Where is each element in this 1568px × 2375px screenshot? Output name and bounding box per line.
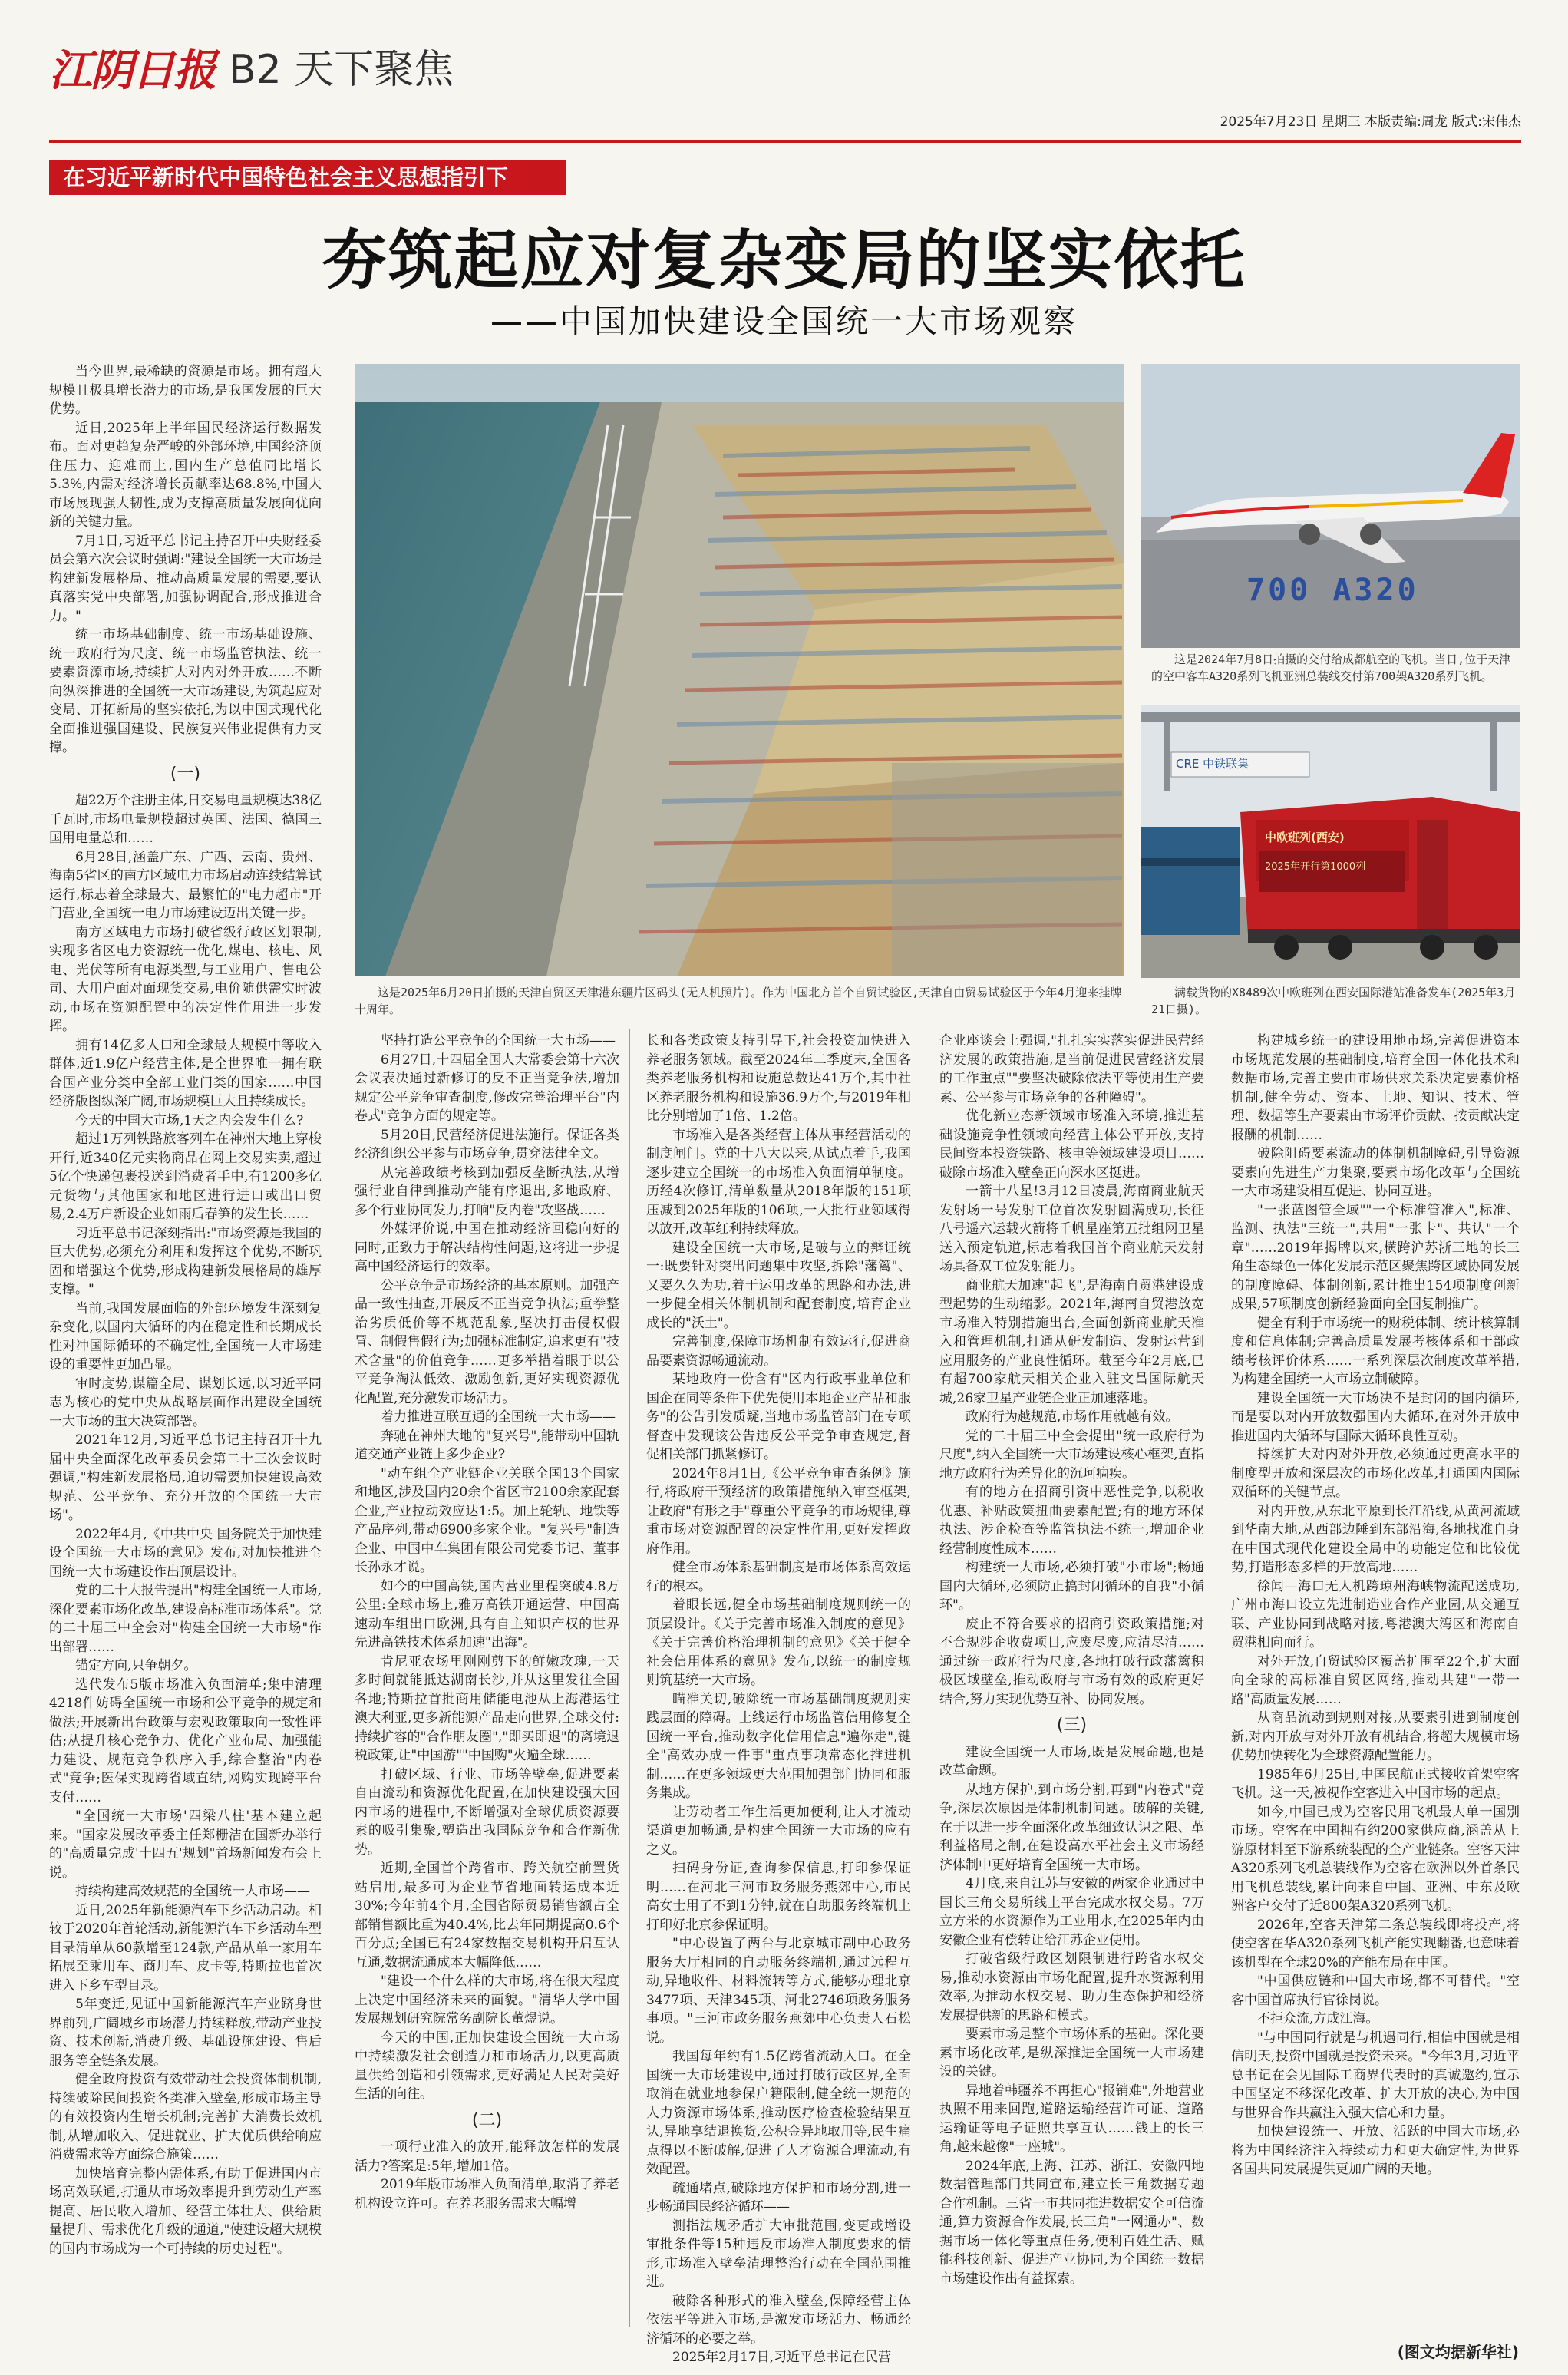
paragraph: 某地政府一份含有"区内行政事业单位和国企在同等条件下优先使用本地企业产品和服务"的公告引发质疑,当地市场监管部门在专项督查中发现该公告违反公平竞争审查规定,督促相关部门抓紧修订。: [646, 1372, 911, 1462]
photo-credit: (图文均据新华社): [1397, 2343, 1519, 2361]
article-column-4: [939, 1032, 1204, 2329]
column-1-intro: [49, 362, 322, 758]
paragraph: 废止不符合要求的招商引资政策措施;对不合规涉企收费项目,应废尽废,应清尽清……通过统一政府行为尺度,各地打破行政藩篱积极区域壁垒,推动政府与市场有效的政府更好结合,努力实现优势互补、协同发展。: [939, 1616, 1204, 1707]
section-number-2: (二): [471, 2110, 503, 2130]
section-number-1: (一): [170, 764, 201, 784]
paragraph: 习近平总书记深刻指出:"市场资源是我国的巨大优势,必须充分利用和发挥这个优势,不断巩固和增强这个优势,形成构建新发展格局的雄厚支撑。": [49, 1225, 322, 1297]
paragraph: 近日,2025年新能源汽车下乡活动启动。相较于2020年首轮活动,新能源汽车下乡活动车型目录清单从60款增至124款,产品从单一家用车拓展至乘用车、商用车、皮卡等,特斯拉也首次进入下乡车型目录。: [49, 1902, 322, 1993]
topic-banner: 在习近平新时代中国特色社会主义思想指引下: [49, 160, 566, 195]
paragraph: 健全政府投资有效带动社会投资体制机制,持续破除民间投资各类准入壁垒,形成市场主导的有效投资内生增长机制;完善扩大消费长效机制,从增加收入、促进就业、扩大优质供给响应消费需求等方面综合施策……: [49, 2072, 322, 2162]
paragraph: 6月28日,涵盖广东、广西、云南、贵州、海南5省区的南方区域电力市场启动连续结算试运行,标志着全球最大、最繁忙的"电力超市"开门营业,全国统一电力市场建设迈出关键一步。: [49, 849, 322, 921]
paragraph: 2024年底,上海、江苏、浙江、安徽四地数据管理部门共同宣布,建立长三角数据专题合作机制。三省一市共同推进数据安全可信流通,算力资源合作发展,长三角"一网通办"、数据市场一体化等重点任务,便利百姓生活、赋能科技创新、促进产业协同,为全国统一数据市场建设作出有益探索。: [939, 2158, 1204, 2287]
paragraph: 5年变迁,见证中国新能源汽车产业跻身世界前列,广阔城乡市场潜力持续释放,带动产业投资、技术创新,消费升级、基础设施建设、售后服务等全链条发展。: [49, 1997, 322, 2069]
paragraph: 审时度势,谋篇全局、谋划长远,以习近平同志为核心的党中央从战略层面作出建设全国统一大市场的重大决策部署。: [49, 1376, 322, 1429]
masthead-rule: [49, 140, 1521, 143]
paragraph: 构建城乡统一的建设用地市场,完善促进资本市场规范发展的基础制度,培育全国一体化技术和数据市场,完善主要由市场供求关系决定要素价格机制,健全劳动、资本、土地、知识、技术、管理、数据等生产要素由市场评价贡献、按贡献决定报酬的机制……: [1231, 1033, 1520, 1143]
article-column-5: [1231, 1032, 1520, 2337]
train-photo: [1141, 705, 1520, 978]
paragraph: 2021年12月,习近平总书记主持召开十九届中央全面深化改革委员会第二十三次会议时强调,"构建新发展格局,迫切需要加快建设高效规范、公平竞争、充分开放的全国统一大市场"。: [49, 1432, 322, 1523]
paragraph: 2024年8月1日,《公平竞争审查条例》施行,将政府干预经济的政策措施纳入审查框架,让政府"有形之手"尊重公平竞争的市场规律,尊重市场对资源配置的决定性作用,更好发挥政府作用。: [646, 1465, 911, 1557]
column-1-body: [49, 791, 322, 2258]
subheadline: ——中国加快建设全国统一大市场观察: [490, 302, 1078, 340]
paragraph: 疏通堵点,破除地方保护和市场分割,进一步畅通国民经济循环——: [646, 2180, 911, 2215]
column-divider: [629, 1029, 630, 2327]
paragraph: 健全有利于市场统一的财税体制、统计核算制度和信息体制;完善高质量发展考核体系和干部政绩考核评价体系……一系列深层次制度改革举措,为构建全国统一大市场立制破障。: [1231, 1315, 1520, 1387]
paragraph: 今天的中国大市场,1天之内会发生什么?: [75, 1112, 304, 1128]
paragraph: 近日,2025年上半年国民经济运行数据发布。面对更趋复杂严峻的外部环境,中国经济顶住压力、迎难而上,国内生产总值同比增长5.3%,内需对经济增长贡献率达68.8%,中国大市场展现强大韧性,成为支撑高质量发展向优向新的关键力量。: [49, 420, 322, 530]
article-column-3: [646, 1032, 911, 2365]
article-column-2: [355, 1032, 619, 2329]
station-sign: CRE 中铁联集: [1176, 757, 1249, 771]
paragraph: "一张蓝图管全域""一个标准管准入",标准、监测、执法"三统一",共用"一张卡"、共认"一个章"……2019年揭牌以来,横跨沪苏浙三地的长三角生态绿色一体化发展示范区聚焦跨区域协同发展的制度障碍、体制创新,累计推出154项制度创新成果,57项制度创新经验面向全国复制推广。: [1231, 1202, 1520, 1312]
paragraph: 打破区域、行业、市场等壁垒,促进要素自由流动和资源优化配置,在加快建设强大国内市场的进程中,不断增强对全球优质资源要素的吸引集聚,塑造出我国际竞争和合作新优势。: [355, 1766, 619, 1858]
paragraph: 徐闻—海口无人机跨琼州海峡物流配送成功,广州市海口设立先进制造业合作产业园,从交通互联、产业协同到战略对接,粤港澳大湾区和海南自贸港相向而行。: [1231, 1578, 1520, 1650]
paragraph: "全国统一大市场'四梁八柱'基本建立起来。"国家发展改革委主任郑栅洁在国新办举行的"高质量完成'十四五'规划"首场新闻发布会上说。: [49, 1809, 322, 1881]
article-column-1: [49, 362, 322, 2327]
paragraph: 一箭十八星!3月12日凌晨,海南商业航天发射场一号发射工位首次发射圆满成功,长征八号遥六运载火箭将千帆星座第五批组网卫星送入预定轨道,标志着我国首个商业航天发射场具备双工位发射能力。: [939, 1184, 1204, 1274]
paragraph: 打破省级行政区划限制进行跨省水权交易,推动水资源由市场化配置,提升水资源利用效率,为推动水权交易、助力生态保护和经济发展提供新的思路和模式。: [939, 1951, 1204, 2023]
paragraph: 扫码身份证,查询参保信息,打印参保证明……在河北三河市政务服务燕郊中心,市民高女士用了不到1分钟,就在自助服务终端机上打印好北京参保证明。: [646, 1861, 911, 1933]
paragraph: 统一市场基础制度、统一市场基础设施、统一政府行为尺度、统一市场监管执法、统一要素资源市场,持续扩大对内对外开放……不断向纵深推进的全国统一大市场建设,为筑起应对变局、开拓新局的坚实依托,为以中国式现代化全面推进强国建设、民族复兴伟业提供有力支撑。: [49, 627, 322, 755]
paragraph: 党的二十大报告提出"构建全国统一大市场,深化要素市场化改革,建设高标准市场体系"。党的二十届三中全会对"构建全国统一大市场"作出部署……: [49, 1583, 322, 1655]
paragraph: 对外开放,自贸试验区覆盖扩围至22个,扩大面向全球的高标准自贸区网络,推动共建"一带一路"高质量发展……: [1231, 1653, 1520, 1707]
paragraph: "与中国同行就是与机遇同行,相信中国就是相信明天,投资中国就是投资未来。"今年3月,习近平总书记在会见国际工商界代表时的真诚邀约,宣示中国坚定不移深化改革、扩大开放的决心,为中国与世界合作共赢注入强大信心和力量。: [1231, 2030, 1520, 2121]
paragraph: 2026年,空客天津第二条总装线即将投产,将使空客在华A320系列飞机产能实现翻番,也意味着该机型在全球20%的产能布局在中国。: [1231, 1917, 1520, 1970]
paragraph: "建设一个什么样的大市场,将在很大程度上决定中国经济未来的面貌。"清华大学中国发展规划研究院常务副院长董煜说。: [355, 1974, 619, 2027]
masthead: [49, 34, 1521, 149]
plane-livery-text: 700 A320: [1246, 573, 1419, 608]
paragraph: 破除阻碍要素流动的体制机制障碍,引导资源要素向先进生产力集聚,要素市场化改革与全国统一大市场建设相互促进、协同互进。: [1231, 1146, 1520, 1199]
paragraph: 完善制度,保障市场机制有效运行,促进商品要素资源畅通流动。: [646, 1334, 911, 1369]
paragraph: 优化新业态新领域市场准入环境,推进基础设施竞争性领域向经营主体公平开放,支持民间资本投资铁路、核电等领域建设项目……破除市场准入壁垒正向深水区挺进。: [939, 1108, 1204, 1181]
plane-caption: 这是2024年7月8日拍摄的交付给成都航空的飞机。当日,位于天津的空中客车A320系列飞机亚洲总装线交付第700架A320系列飞机。: [1151, 652, 1511, 683]
train-board-title: 中欧班列(西安): [1265, 831, 1345, 844]
paragraph: 锚定方向,只争朝夕。: [75, 1658, 197, 1673]
paragraph: 一项行业准入的放开,能释放怎样的发展活力?答案是:5年,增加1倍。: [355, 2139, 619, 2174]
paragraph: 超22万个注册主体,日交易电量规模达38亿千瓦时,市场电量规模超过英国、法国、德国三国用电量总和……: [49, 793, 322, 846]
paragraph: 2022年4月,《中共中央 国务院关于加快建设全国统一大市场的意见》发布,对加快推进全国统一大市场建设作出顶层设计。: [49, 1526, 322, 1580]
paragraph: 党的二十届三中全会提出"统一政府行为尺度",纳入全国统一大市场建设核心框架,直指地方政府行为差异化的沉珂痼疾。: [939, 1428, 1204, 1481]
paragraph: 测指法规矛盾扩大审批范围,变更或增设审批条件等15种违反市场准入制度要求的情形,市场准入壁垒清理整治行动在全国范围推进。: [646, 2218, 911, 2290]
paragraph: 公平竞争是市场经济的基本原则。加强产品一致性抽查,开展反不正当竞争执法;重拳整治劣质低价等不规范乱象,坚决打击侵权假冒、制假售假行为;加强标准制定,追求更有"技术含量"的价值竞争……更多举措着眼于以公平竞争淘汰低效、激励创新,更好实现资源优化配置,充分激发市场活力。: [355, 1277, 619, 1406]
paragraph: 坚持打造公平竞争的全国统一大市场——: [381, 1033, 616, 1049]
paragraph: 2025年2月17日,习近平总书记在民营: [672, 2350, 892, 2365]
paragraph: 如今,中国已成为空客民用飞机最大单一国别市场。空客在中国拥有约200家供应商,涵盖从上游原材料至下游系统装配的全产业链条。空客天津A320系列飞机总装线作为空客在欧洲以外首条民用飞机总装线,累计向来自中国、亚洲、中东及欧洲客户交付了近800架A320系列飞机。: [1231, 1804, 1520, 1914]
paragraph: 不拒众流,方成江海。: [1257, 2011, 1379, 2027]
paragraph: 当前,我国发展面临的外部环境发生深刻复杂变化,以国内大循环的内在稳定性和长期成长性对冲国际循环的不确定性,全国统一大市场建设的重要性更加凸显。: [49, 1300, 322, 1372]
paragraph: 破除各种形式的准入壁垒,保障经营主体依法平等进入市场,是激发市场活力、畅通经济循环的必要之举。: [646, 2293, 911, 2347]
paragraph: 从完善政绩考核到加强反垄断执法,从增强行业自律到推动产能有序退出,多地政府、多个行业协同发力,打响"反内卷"攻坚战……: [355, 1164, 619, 1218]
issue-meta: 2025年7月23日 星期三 本版责编:周龙 版式:宋伟杰: [1220, 114, 1521, 130]
paragraph: 对内开放,从东北平原到长江沿线,从黄河流域到华南大地,从西部边陲到东部沿海,各地找准自身在中国式现代化建设全局中的功能定位和比较优势,打造形态多样的开放高地……: [1231, 1503, 1520, 1575]
paragraph: 今天的中国,正加快建设全国统一大市场中持续激发社会创造力和市场活力,以更高质量供给创造和引领需求,更好满足人民对美好生活的向往。: [355, 2030, 619, 2102]
paragraph: 健全市场体系基础制度是市场体系高效运行的根本。: [646, 1560, 911, 1594]
paragraph: 5月20日,民营经济促进法施行。保证各类经济组织公平参与市场竞争,贯穿法律全文。: [355, 1127, 619, 1161]
paragraph: 超过1万列铁路旅客列车在神州大地上穿梭开行,近340亿元实物商品在网上交易实卖,超过5亿个快递包裹投送到消费者手中,有1200多亿元货物与其他国家和地区进行进口或出口贸易,2.4万户新设企业如雨后春笋的发生长……: [49, 1131, 322, 1222]
paragraph: 企业座谈会上强调,"扎扎实实落实促进民营经济发展的政策措施,是当前促进民营经济发展的工作重点""要坚决破除依法平等使用生产要素、公平参与市场竞争的各种障碍"。: [939, 1033, 1204, 1105]
plane-photo: [1141, 364, 1520, 648]
paragraph: 如今的中国高铁,国内营业里程突破4.8万公里:全球市场上,雅万高铁开通运营、中国高速动车组出口欧洲,具有自主知识产权的世界先进高铁技术体系加速"出海"。: [355, 1578, 619, 1650]
section-title: B2 天下聚焦: [229, 47, 454, 93]
paragraph: 长和各类政策支持引导下,社会投资加快进入养老服务领域。截至2024年二季度末,全国各类养老服务机构和设施总数达41万个,其中社区养老服务机构和设施36.9万个,与2019年相比分别增加了1倍、1.2倍。: [646, 1033, 911, 1124]
paragraph: 4月底,来自江苏与安徽的两家企业通过中国长三角交易所线上平台完成水权交易。7万立方米的水资源作为工业用水,在2025年内由安徽企业有偿转让给江苏企业使用。: [939, 1876, 1204, 1948]
paragraph: 着眼长远,健全市场基础制度规则统一的顶层设计。《关于完善市场准入制度的意见》《关于完善价格治理机制的意见》《关于健全社会信用体系的意见》发布,以统一的制度规则筑基统一大市场。: [646, 1597, 911, 1688]
paragraph: 建设全国统一大市场决不是封闭的国内循环,而是要以对内开放数强国内大循环,在对外开放中推进国内大循环与国际大循环良性互动。: [1231, 1390, 1520, 1444]
paragraph: 要素市场是整个市场体系的基础。深化要素市场化改革,是纵深推进全国统一大市场建设的关键。: [939, 2027, 1204, 2079]
paragraph: 6月27日,十四届全国人大常委会第十六次会议表决通过新修订的反不正当竞争法,增加规定公平竞争审查制度,修改完善治理平台"内卷式"竞争方面的规定等。: [355, 1052, 619, 1124]
paragraph: "动车组全产业链企业关联全国13个国家和地区,涉及国内20余个省区市2100余家配套企业,产业拉动效应达1:5。加上轮轨、地铁等产品序列,带动6900多家企业。"复兴号"制造企业、中国中车集团有限公司党委书记、董事长孙永才说。: [355, 1465, 619, 1575]
paragraph: "中心设置了两台与北京城市副中心政务服务大厅相同的自助服务终端机,通过远程互动,异地收件、材料流转等方式,能够办理北京3477项、天津345项、河北2746项政务服务事项。"三河市政务服务燕郊中心负责人石松说。: [646, 1936, 911, 2046]
paragraph: 让劳动者工作生活更加便利,让人才流动渠道更加畅通,是构建全国统一大市场的应有之义。: [646, 1804, 911, 1858]
paragraph: 加快培育完整内需体系,有助于促进国内市场高效联通,打通从市场效率提升到劳动生产率提高、居民收入增加、经营主体壮大、供给质量提升、需求优化升级的通道,"使建设超大规模的国内市场成为一个可持续的历史过程"。: [49, 2165, 322, 2257]
paragraph: 持续扩大对内对外开放,必须通过更高水平的制度型开放和深层次的市场化改革,打通国内国际双循环的关键节点。: [1231, 1447, 1520, 1500]
paragraph: "中国供应链和中国大市场,都不可替代。"空客中国首席执行官徐岗说。: [1231, 1974, 1520, 2008]
paragraph: 政府行为越规范,市场作用就越有效。: [966, 1409, 1179, 1425]
paragraph: 建设全国统一大市场,是破与立的辩证统一:既要针对突出问题集中攻坚,拆除"藩篱"、又要久久为功,着于运用改革的思路和办法,进一步健全相关体制机制和配套制度,培育企业成长的"沃土"。: [646, 1240, 911, 1331]
paragraph: 着力推进互联互通的全国统一大市场——: [381, 1409, 616, 1425]
paragraph: 选代发布5版市场准入负面清单;集中清理4218件妨碍全国统一市场和公平竞争的规定和做法;开展新出台政策与宏观政策取向一致性评估;从提升核心竞争力、优化产业布局、加强能力建设、规范竞争秩序入手,综合整治"内卷式"竞争;医保实现跨省域直结,网购实现跨平台支付……: [49, 1676, 322, 1805]
paragraph: 加快建设统一、开放、活跃的中国大市场,必将为中国经济注入持续动力和更大确定性,为世界各国共同发展提供更加广阔的天地。: [1231, 2124, 1520, 2177]
paragraph: 有的地方在招商引资中恶性竞争,以税收优惠、补贴政策扭曲要素配置;有的地方环保执法、涉企检查等监管执法不统一,增加企业经营制度性成本……: [939, 1485, 1204, 1557]
paragraph: 奔驰在神州大地的"复兴号",能带动中国轨道交通产业链上多少企业?: [355, 1428, 619, 1462]
port-photo-caption: 这是2025年6月20日拍摄的天津自贸区天津港东疆片区码头(无人机照片)。作为中国北方首个自贸试验区,天津自由贸易试验区于今年4月迎来挂牌十周年。: [355, 986, 1122, 1016]
paragraph: 构建统一大市场,必须打破"小市场";畅通国内大循环,必须防止搞封闭循环的自我"小循环"。: [939, 1560, 1204, 1613]
paragraph: 7月1日,习近平总书记主持召开中央财经委员会第六次会议时强调:"建设全国统一大市场是构建新发展格局、推动高质量发展的需要,要认真落实党中央部署,加强协调配合,形成推进合力。": [49, 533, 322, 624]
paragraph: 肯尼亚农场里刚刚剪下的鲜嫩玫瑰,一天多时间就能抵达湖南长沙,并从这里发往全国各地;特斯拉首批商用储能电池从上海港运往澳大利亚,更多新能源产品走向世界,全球交付:持续扩容的"合作朋友圈","即买即退"的离境退税政策,让"中国游""中国购"火遍全球……: [355, 1653, 619, 1763]
paragraph: 当今世界,最稀缺的资源是市场。拥有超大规模且极具增长潜力的市场,是我国发展的巨大优势。: [49, 364, 322, 417]
paragraph: 建设全国统一大市场,既是发展命题,也是改革命题。: [939, 1744, 1204, 1779]
paragraph: 从地方保护,到市场分割,再到"内卷式"竞争,深层次原因是体制机制问题。破解的关键,在于以进一步全面深化改革细致认识之限、革利益格局之制,在建设高水平社会主义市场经济体制中更好培育全国统一大市场。: [939, 1782, 1204, 1873]
paragraph: 从商品流动到规则对接,从要素引进到制度创新,对内开放与对外开放有机结合,将超大规模市场优势加快转化为全球资源配置能力。: [1231, 1710, 1520, 1763]
paragraph: 市场准入是各类经营主体从事经营活动的制度闸门。党的十八大以来,从试点着手,我国逐步建立全国统一的市场准入负面清单制度。历经4次修订,清单数量从2018年版的151项压减到2025年版的106项,一大批行业领域得以放开,改革红利持续释放。: [646, 1127, 911, 1237]
paragraph: 南方区域电力市场打破省级行政区划限制,实现多省区电力资源统一优化,煤电、核电、风电、光伏等所有电源类型,与工业用户、售电公司、大用户面对面现货交易,电价随供需实时波动,市场在资源配置中的决定性作用进一步发挥。: [49, 924, 322, 1034]
paragraph: 商业航天加速"起飞",是海南自贸港建设成型起势的生动缩影。2021年,海南自贸港放宽市场准入特别措施出台,全面创新商业航天准入和管理机制,打通从研发制造、发射运营到应用服务的产业良性循环。截至今年2月底,已有超700家航天相关企业入驻文昌国际航天城,26家卫星产业链企业正加速落地。: [939, 1277, 1204, 1406]
paragraph: 外媒评价说,中国在推动经济回稳向好的同时,正致力于解决结构性问题,这将进一步提高中国经济运行的效率。: [355, 1221, 619, 1274]
newspaper-logo: 江阴日报: [49, 45, 215, 96]
train-board-subtitle: 2025年开行第1000列: [1265, 861, 1366, 873]
port-aerial-illustration: [355, 364, 1124, 976]
headline: 夯筑起应对复杂变局的坚实依托: [322, 223, 1246, 298]
port-aerial-photo: [355, 364, 1124, 976]
paragraph: 1985年6月25日,中国民航正式接收首架空客飞机。这一天,被视作空客进入中国市场的起点。: [1231, 1766, 1520, 1801]
paragraph: 2019年版市场准入负面清单,取消了养老机构设立许可。在养老服务需求大幅增: [355, 2177, 619, 2211]
paragraph: 我国每年约有1.5亿跨省流动人口。在全国统一大市场建设中,通过打破行政区界,全面取消在就业地参保户籍限制,健全统一规范的人力资源市场体系,推动医疗检查检验结果互认,异地享结退换货,公积金异地取用等,民生痛点得以不断破解,促进了人才资源合理流动,有效配置。: [646, 2049, 911, 2177]
paragraph: 持续构建高效规范的全国统一大市场——: [75, 1884, 310, 1899]
train-caption: 满载货物的X8489次中欧班列在西安国际港站准备发车(2025年3月21日摄)。: [1151, 986, 1516, 1016]
paragraph: 近期,全国首个跨省市、跨关航空前置货站启用,最多可为企业节省地面转运成本近30%;今年前4个月,全国省际贸易销售额占全部销售额比重为40.4%,比去年同期提高0.6个百分点;全国已有24家数据交易机构开启互认互通,数据流通成本大幅降低……: [355, 1861, 619, 1970]
paragraph: 瞄准关切,破除统一市场基础制度规则实践层面的障碍。上线运行市场监管信用修复全国统一平台,推动数字化信用信息"遍你走",键全"高效办成一件事"重点事项常态化推进机制……在更多领域更大范围加强部门协同和服务集成。: [646, 1691, 911, 1801]
section-number-3: (三): [1056, 1716, 1088, 1735]
paragraph: 异地着韩疆养不再担心"报销难",外地营业执照不用来回跑,道路运输经营许可证、道路运输证等电子证照共享互认……钱上的长三角,越来越像"一座城"。: [939, 2083, 1204, 2155]
paragraph: 拥有14亿多人口和全球最大规模中等收入群体,近1.9亿户经营主体,是全世界唯一拥有联合国产业分类中全部工业门类的国家……中国经济版图纵深广阔,市场规模巨大且持续成长。: [49, 1037, 322, 1109]
